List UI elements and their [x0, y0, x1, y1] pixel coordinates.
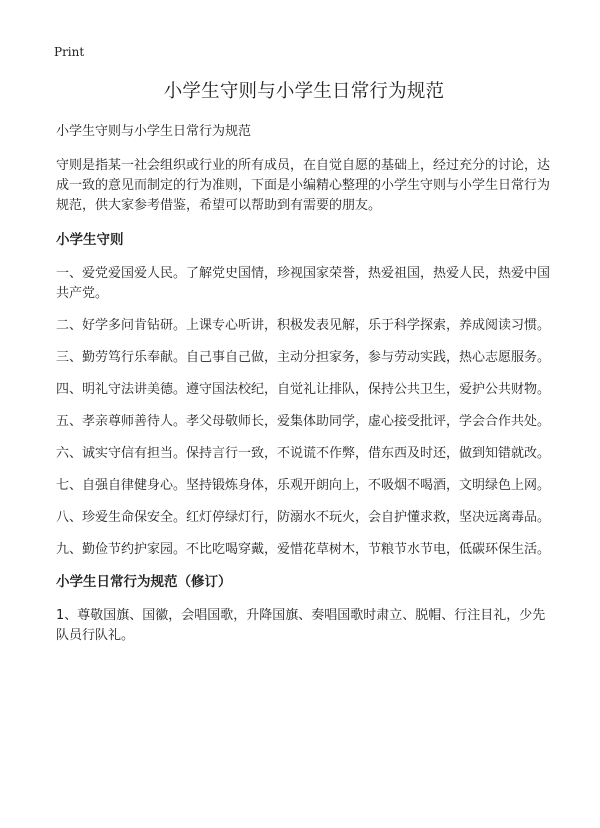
rules-list — [56, 264, 552, 560]
list-item: 九、勤俭节约护家园。不比吃喝穿戴，爱惜花草树木，节粮节水节电，低碳环保生活。 — [56, 542, 551, 557]
print-label[interactable]: Print — [54, 45, 85, 59]
document-subtitle: 小学生守则与小学生日常行为规范 — [56, 124, 252, 139]
list-item: 五、孝亲尊师善待人。孝父母敬师长，爱集体助同学，虚心接受批评，学会合作共处。 — [56, 414, 551, 429]
list-item: 三、勤劳笃行乐奉献。自己事自己做，主动分担家务，参与劳动实践，热心志愿服务。 — [56, 350, 551, 365]
document-title: 小学生守则与小学生日常行为规范 — [163, 81, 445, 102]
list-item: 六、诚实守信有担当。保持言行一致，不说谎不作弊，借东西及时还，做到知错就改。 — [56, 446, 551, 461]
list-item: 四、明礼守法讲美德。遵守国法校纪，自觉礼让排队，保持公共卫生，爱护公共财物。 — [56, 382, 551, 397]
list-item: 1、尊敬国旗、国徽，会唱国歌，升降国旗、奏唱国歌时肃立、脱帽、行注目礼，少先队员行队礼。 — [56, 608, 546, 643]
section-heading-rules: 小学生守则 — [56, 232, 124, 248]
daily-norms-list — [56, 606, 552, 646]
list-item: 二、好学多问肯钻研。上课专心听讲，积极发表见解，乐于科学探索，养成阅读习惯。 — [56, 318, 551, 333]
section-heading-daily-norms: 小学生日常行为规范（修订） — [56, 574, 232, 590]
list-item: 八、珍爱生命保安全。红灯停绿灯行，防溺水不玩火，会自护懂求救，坚决远离毒品。 — [56, 510, 551, 525]
document-body — [56, 78, 552, 658]
intro-paragraph: 守则是指某一社会组织或行业的所有成员，在自觉自愿的基础上，经过充分的讨论，达成一致的意见而制定的行为准则，下面是小编精心整理的小学生守则与小学生日常行为规范，供大家参考借鉴，希望可以帮助到有需要的朋友。 — [56, 158, 551, 213]
list-item: 一、爱党爱国爱人民。了解党史国情，珍视国家荣誉，热爱祖国，热爱人民，热爱中国共产党。 — [56, 266, 551, 301]
list-item: 七、自强自律健身心。坚持锻炼身体，乐观开朗向上，不吸烟不喝酒，文明绿色上网。 — [56, 478, 551, 493]
